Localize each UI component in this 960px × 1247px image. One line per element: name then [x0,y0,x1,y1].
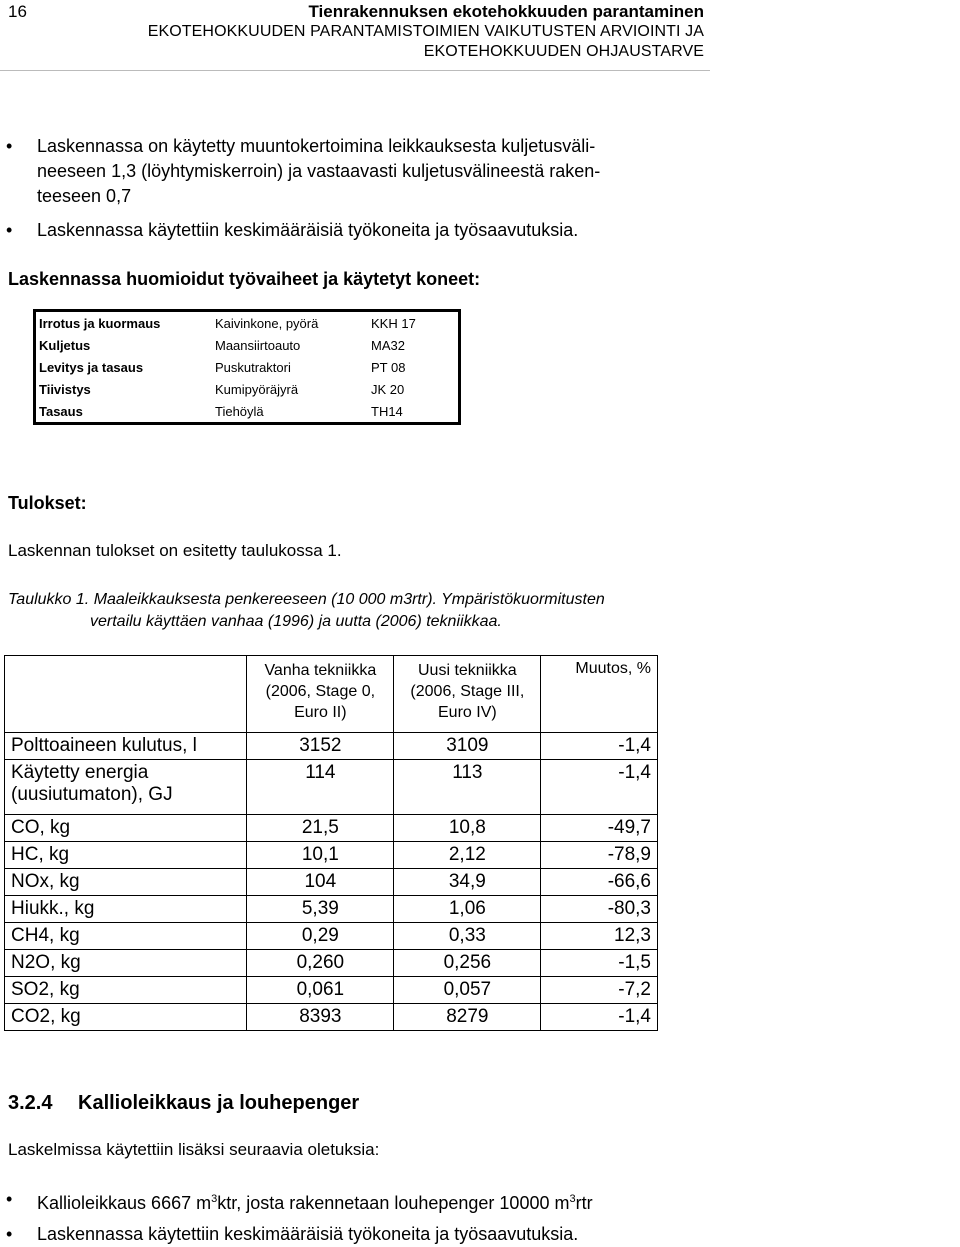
phase-cell: Kuljetus [39,337,91,353]
header-empty-cell [5,656,247,733]
bullet-dot: • [6,1224,13,1244]
change-value: -1,4 [541,1004,658,1031]
change-value: -1,4 [541,760,658,815]
bullet-line: Laskennassa on käytetty muuntokertoimina leikkauksesta kuljetusväli- [37,136,596,156]
change-value: -7,2 [541,977,658,1004]
section-number: 3.2.4 [8,1092,53,1114]
phase-cell: Levitys ja tasaus [39,359,144,375]
machine-cell: Kumipyöräjyrä [215,381,299,397]
table-row [35,356,460,378]
new-value: 10,8 [394,815,541,842]
machines-heading: Laskennassa huomioidut työvaiheet ja käytetyt koneet: [8,269,481,289]
change-value: -78,9 [541,842,658,869]
bullet-line [37,1186,593,1216]
table-row [5,869,658,896]
bullet-line: Laskennassa käytettiin keskimääräisiä työkoneita ja työsaavutuksia. [37,220,579,240]
bullet-dot: • [6,1189,13,1209]
document-title: Tienrakennuksen ekotehokkuuden parantaminen [308,2,704,21]
bullet-dot: • [6,220,13,240]
new-value: 8279 [394,1004,541,1031]
header-change-percent: Muutos, % [541,656,658,733]
bullet-conversion-factors [0,133,700,211]
table-row [5,1004,658,1031]
old-value: 0,29 [247,923,394,950]
document-subtitle-line1: EKOTEHOKKUUDEN PARANTAMISTOIMIEN VAIKUTUSTEN ARVIOINTI JA [147,23,704,40]
bullet-rock-cut [0,1186,720,1212]
change-value: -80,3 [541,896,658,923]
table-row [5,896,658,923]
table-header-row [5,656,658,733]
table-caption-line2: vertailu käyttäen vanhaa (1996) ja uutta (2006) tekniikkaa. [90,613,502,630]
code-cell: TH14 [371,403,403,419]
row-label-line: Käytetty energia [11,762,149,783]
phase-cell: Tiivistys [39,381,91,397]
bullet-line: Laskennassa käytettiin keskimääräisiä työkoneita ja työsaavutuksia. [37,1224,579,1244]
table-row [35,334,460,356]
row-label-line: (uusiutumaton), GJ [11,784,173,805]
old-value: 104 [247,869,394,896]
new-value: 0,057 [394,977,541,1004]
machine-cell: Maansiirtoauto [215,337,301,353]
old-value: 8393 [247,1004,394,1031]
row-label: Hiukk., kg [5,896,247,923]
new-value: 3109 [394,733,541,760]
header-new-technology [394,656,541,733]
change-value: -1,4 [541,733,658,760]
table-row [5,923,658,950]
new-value: 113 [394,760,541,815]
superscript: 3 [569,1193,576,1205]
old-value: 3152 [247,733,394,760]
phase-cell: Irrotus ja kuormaus [39,315,161,331]
code-cell: JK 20 [371,381,405,397]
bullet-line: neeseen 1,3 (löyhtymiskerroin) ja vastaavasti kuljetusvälineestä raken- [37,161,601,181]
bullet-text: Kallioleikkaus 6667 m [37,1193,212,1213]
new-value: 34,9 [394,869,541,896]
table-row [5,950,658,977]
table-row [5,977,658,1004]
results-text: Laskennan tulokset on esitetty taulukossa 1. [8,541,342,560]
header-line: Euro IV) [438,704,497,721]
new-value: 0,256 [394,950,541,977]
row-label: CO, kg [5,815,247,842]
results-table [4,655,658,1031]
table-caption-line1: Taulukko 1. Maaleikkauksesta penkereeseen (10 000 m3rtr). Ympäristökuormitusten [8,591,605,608]
header-old-technology [247,656,394,733]
header-divider [0,70,710,71]
table-row [5,815,658,842]
change-value: -66,6 [541,869,658,896]
code-cell: PT 08 [371,359,406,375]
table-row [35,400,460,424]
table-row [5,733,658,760]
bullet-average-machines [0,217,700,243]
change-value: 12,3 [541,923,658,950]
section-heading [8,1092,359,1115]
header-line: (2006, Stage 0, [265,683,376,700]
table-row [35,378,460,400]
machines-table [33,309,461,425]
superscript: 3 [211,1193,218,1205]
new-value: 2,12 [394,842,541,869]
row-label: Polttoaineen kulutus, l [5,733,247,760]
code-cell: MA32 [371,337,405,353]
old-value: 21,5 [247,815,394,842]
header-line: Uusi tekniikka [418,662,517,679]
row-label: HC, kg [5,842,247,869]
row-label: SO2, kg [5,977,247,1004]
old-value: 114 [247,760,394,815]
machine-cell: Tiehöylä [215,403,264,419]
section-intro: Laskelmissa käytettiin lisäksi seuraavia oletuksia: [8,1140,380,1159]
bullet-text: rtr [575,1193,593,1213]
results-heading: Tulokset: [8,493,87,513]
old-value: 0,061 [247,977,394,1004]
header-line: (2006, Stage III, [410,683,525,700]
row-label [5,760,247,815]
row-label: N2O, kg [5,950,247,977]
machine-cell: Kaivinkone, pyörä [215,315,319,331]
bullet-average-machines-2 [0,1221,720,1247]
bullet-line: teeseen 0,7 [37,186,132,206]
bullet-dot: • [6,136,13,156]
page-number: 16 [8,2,27,21]
section-title: Kallioleikkaus ja louhepenger [78,1092,360,1114]
table-row [5,842,658,869]
bullet-text: ktr, josta rakennetaan louhepenger 10000 m [217,1193,570,1213]
table-row [35,311,460,335]
table-row [5,760,658,815]
header-line: Vanha tekniikka [264,662,377,679]
old-value: 0,260 [247,950,394,977]
new-value: 1,06 [394,896,541,923]
change-value: -1,5 [541,950,658,977]
code-cell: KKH 17 [371,315,416,331]
row-label: CO2, kg [5,1004,247,1031]
change-value: -49,7 [541,815,658,842]
header-line: Euro II) [294,704,347,721]
old-value: 10,1 [247,842,394,869]
old-value: 5,39 [247,896,394,923]
row-label: NOx, kg [5,869,247,896]
row-label: CH4, kg [5,923,247,950]
new-value: 0,33 [394,923,541,950]
phase-cell: Tasaus [39,403,83,419]
machine-cell: Puskutraktori [215,359,291,375]
document-subtitle-line2: EKOTEHOKKUUDEN OHJAUSTARVE [423,43,704,60]
